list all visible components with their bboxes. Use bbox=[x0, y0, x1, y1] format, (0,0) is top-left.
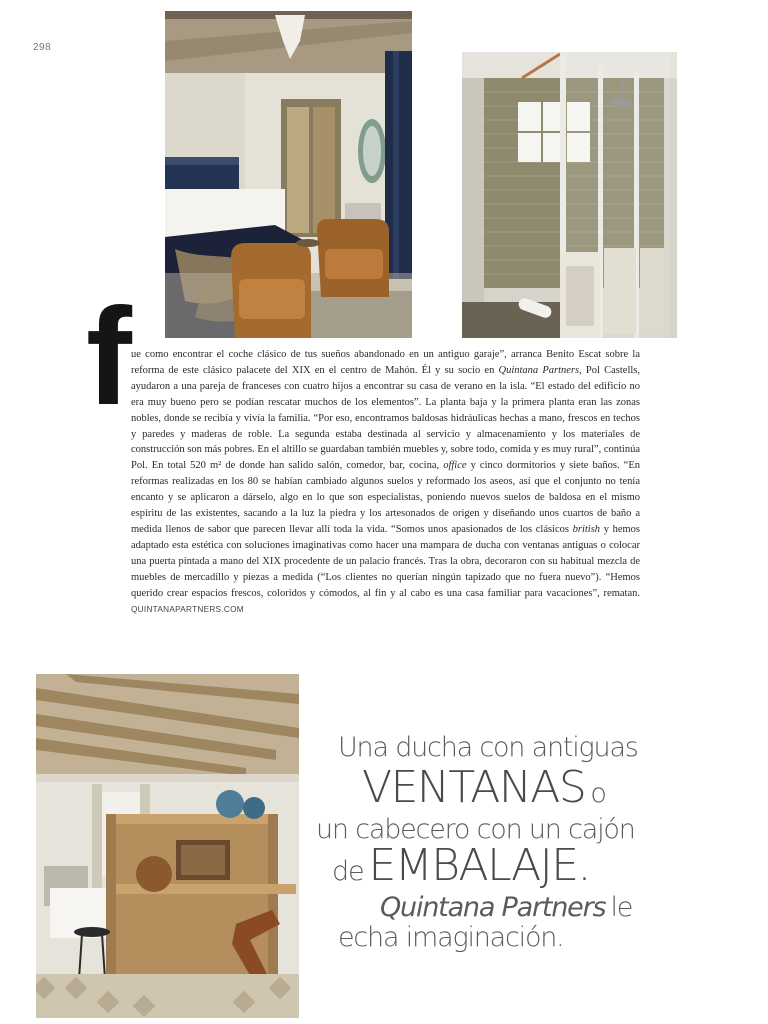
shower-photo bbox=[462, 52, 677, 338]
article-text-segment: ue como encontrar el coche clásico de tus sueños abandonado en un antiguo garaje”, arranca Benito Escat sobre la reforma de este clásico palacete del XIX en el centro de Mahón. Él y su socio en bbox=[131, 349, 640, 376]
pull-quote-le: le bbox=[610, 892, 633, 923]
office-photo bbox=[36, 674, 299, 1018]
page-number: 298 bbox=[33, 42, 52, 53]
article-text-segment: y hemos adaptado esta estética con soluciones imaginativas como hacer una mampara de ducha con ventanas antiguas o colocar una puerta pintada a mano del XIX procedente de un palacio francés. Tras la obra, decoraron con su habitual mezcla de muebles de mercadillo y piezas a medida (“Los clientes no querían ningún tapizado que no fuera nuevo”). “Hemos querido crear espacios frescos, coloridos y cómodos, al fin y al cabo es una casa familiar para vacaciones”, rematan. bbox=[131, 523, 640, 599]
pull-quote-line-3: un cabecero con un cajón bbox=[316, 814, 635, 845]
article-text-segment: , Pol Castells, ayudaron a una pareja de franceses con cuatro hijos a encontrar su casa de verano en la isla. “El estado del edificio no era muy bueno pero se podían rescatar muchos de los elementos”. La planta baja y la primera planta eran las zonas nobles, donde se recibía y vivía la familia. “Por eso, encontramos baldosas hidráulicas hechas a mano, frescos en techos y paredes y maderas de roble. La segunda estaba destinada al servicio y almacenamiento y los materiales de construcción son más pobres. En el altillo se guardaban también muebles y, sobre todo, comida y es muy rural”, continúa Pol. En total 520 m² de donde han salido salón, comedor, bar, cocina, bbox=[131, 364, 640, 472]
shower-illustration bbox=[462, 52, 677, 338]
article-body bbox=[131, 347, 640, 617]
bedroom-photo bbox=[165, 11, 412, 338]
article-text-segment: british bbox=[572, 523, 601, 535]
office-illustration bbox=[36, 674, 299, 1018]
pull-quote-brand: Quintana Partners bbox=[380, 892, 606, 923]
bedroom-illustration bbox=[165, 11, 412, 338]
article-text-segment: office bbox=[443, 460, 467, 472]
drop-cap: f bbox=[86, 280, 128, 434]
article-text-segment: y cinco dormitorios y siete baños. “En reformas realizadas en los 80 se habían cambiado algunos suelos y reformado los aseos, así que el conjunto no tenía encanto y se aplicaron a dárselo, algo en lo que son especialistas, poniendo nuevos suelos de baldosa en el mismo espíritu de las existentes, sacando a la luz la piedra y los artesonados de origen y diseñando unos cuartos de baño a medida llenos de sabor que parecen llevar allí toda la vida. “Somos unos apasionados de los clásicos bbox=[131, 460, 640, 535]
pull-quote-de: de bbox=[332, 856, 364, 887]
pull-quote-line-2 bbox=[362, 762, 606, 813]
pull-quote-line-6: echa imaginación. bbox=[338, 922, 564, 953]
article-credit-link: QUINTANAPARTNERS.COM bbox=[131, 604, 244, 614]
pull-quote-embalaje: EMBALAJE. bbox=[368, 840, 591, 891]
pull-quote-line-5 bbox=[380, 892, 632, 923]
pull-quote-ventanas: VENTANAS bbox=[362, 762, 586, 813]
article-text-segment: Quintana Partners bbox=[498, 364, 580, 376]
pull-quote-line-4 bbox=[332, 840, 590, 891]
pull-quote-o: o bbox=[590, 778, 606, 809]
pull-quote-line-1: Una ducha con antiguas bbox=[338, 732, 638, 763]
